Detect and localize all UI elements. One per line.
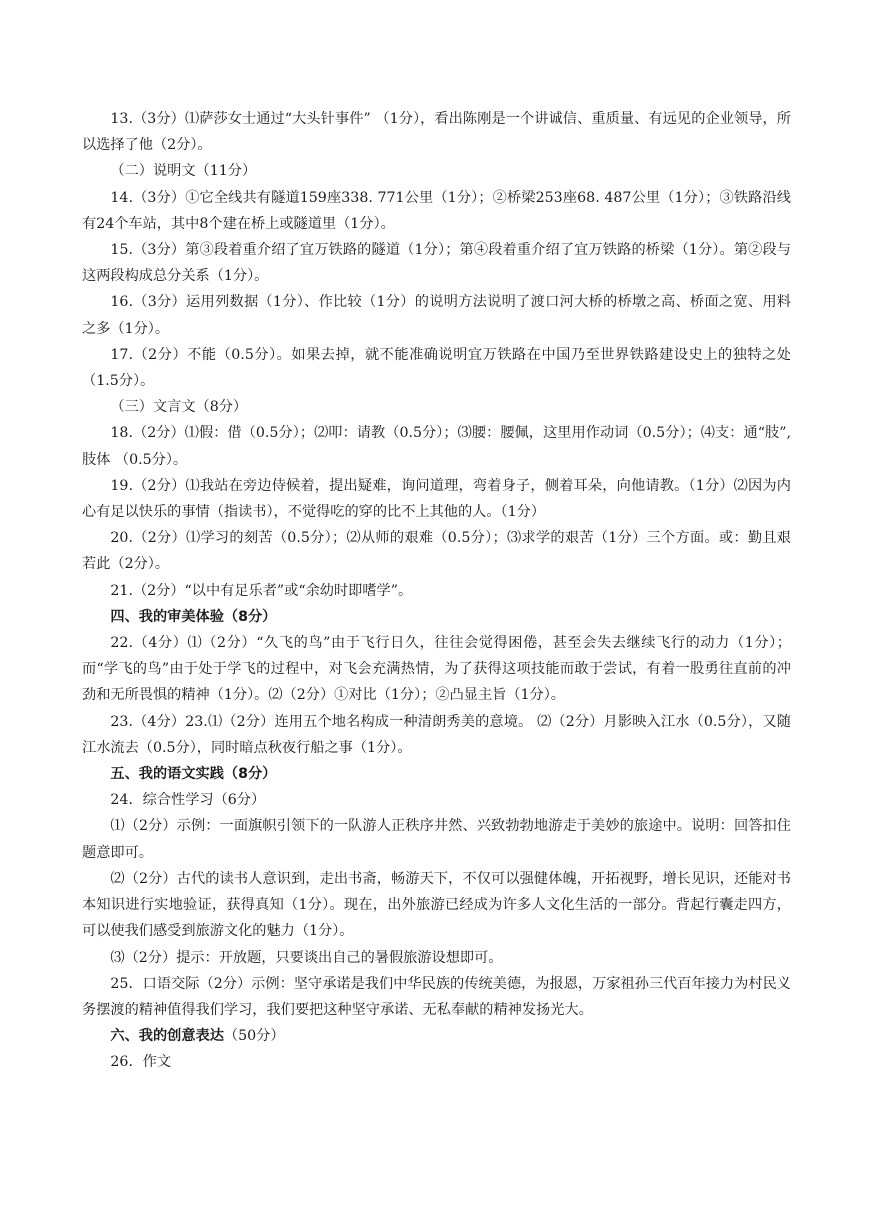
answer-16: 16.（3分）运用列数据（1分）、作比较（1分）的说明方法说明了渡口河大桥的桥墩之高、桥面之宽、用料之多（1分）。 [82, 294, 791, 337]
section-classical: （三）文言文（8分） [110, 399, 248, 416]
section-expository: （二）说明文（11分） [110, 163, 257, 180]
answer-25: 25．口语交际（2分）示例：坚守承诺是我们中华民族的传统美德，为报恩，万家祖孙三代百年接力为村民义务摆渡的精神值得我们学习，我们要把这种坚守承诺、无私奉献的精神发扬光大。 [82, 975, 791, 1018]
answer-14: 14.（3分）①它全线共有隧道159座338. 771公里（1分）；②桥梁253座68. 487公里（1分）；③铁路沿线有24个车站，其中8个建在桥上或隧道里（1分）。 [82, 189, 791, 232]
answer-13: 13.（3分）⑴萨莎女士通过“大头针事件” （1分），看出陈刚是一个讲诚信、重质量、有远见的企业领导，所以选择了他（2分）。 [82, 111, 791, 154]
answer-24: 24．综合性学习（6分） [110, 792, 266, 809]
answer-17: 17.（2分）不能（0.5分）。如果去掉，就不能准确说明宜万铁路在中国乃至世界铁路建设史上的独特之处（1.5分）。 [82, 346, 791, 390]
answer-15: 15.（3分）第③段着重介绍了宜万铁路的隧道（1分）；第④段着重介绍了宜万铁路的桥梁（1分）。第②段与这两段构成总分关系（1分）。 [82, 242, 791, 285]
answer-24-1: ⑴（2分）示例：一面旗帜引领下的一队游人正秩序井然、兴致勃勃地游走于美妙的旅途中。说明：回答扣住题意即可。 [82, 818, 791, 861]
answer-26: 26．作文 [110, 1054, 172, 1071]
answer-20: 20.（2分）⑴学习的刻苦（0.5分）；⑵从师的艰难（0.5分）；⑶求学的艰苦（1分）三个方面。或：勤且艰若此（2分）。 [82, 530, 791, 573]
answer-21: 21.（2分）“以中有足乐者”或“余幼时即嗜学”。 [110, 582, 413, 599]
section-practice-heading: 五、我的语文实践（8分） [110, 766, 277, 783]
answer-24-2: ⑵（2分）古代的读书人意识到，走出书斋，畅游天下，不仅可以强健体魄，开拓视野，增长见识，还能对书本知识进行实地验证，获得真知（1分）。现在，出外旅游已经成为许多人文化生活的一部分。背起行囊走四方，可以使我们感受到旅游文化的魅力（1分）。 [82, 870, 791, 940]
answer-22: 22.（4分）⑴（2分）“久飞的鸟”由于飞行日久，往往会觉得困倦，甚至会失去继续飞行的动力（1分）；而“学飞的鸟”由于处于学飞的过程中，对飞会充满热情，为了获得这项技能而敢于尝试，有着一股勇往直前的冲劲和无所畏惧的精神（1分）。⑵（2分）①对比（1分）；②凸显主旨（1分）。 [82, 635, 791, 704]
section-aesthetic-heading: 四、我的审美体验（8分） [110, 608, 277, 625]
section-creative-score: （50分） [223, 1028, 285, 1045]
section-creative-heading: 六、我的创意表达 [110, 1028, 224, 1045]
answer-24-3: ⑶（2分）提示：开放题，只要谈出自己的暑假旅游设想即可。 [110, 949, 503, 966]
section-creative-line [82, 1023, 791, 1049]
answer-19: 19.（2分）⑴我站在旁边侍候着，提出疑难，询问道理，弯着身子，侧着耳朵，向他请教。（1分）⑵因为内心有足以快乐的事情（指读书），不觉得吃的穿的比不上其他的人。（1分） [82, 477, 791, 521]
answer-18: 18.（2分）⑴假：借（0.5分）；⑵叩：请教（0.5分）；⑶腰：腰佩，这里用作动词（0.5分）；⑷支：通“肢”,肢体 （0.5分）。 [82, 425, 791, 468]
answer-23: 23.（4分）23.⑴（2分）连用五个地名构成一种清朗秀美的意境。 ⑵（2分）月影映入江水（0.5分），又随江水流去（0.5分），同时暗点秋夜行船之事（1分）。 [82, 713, 791, 756]
